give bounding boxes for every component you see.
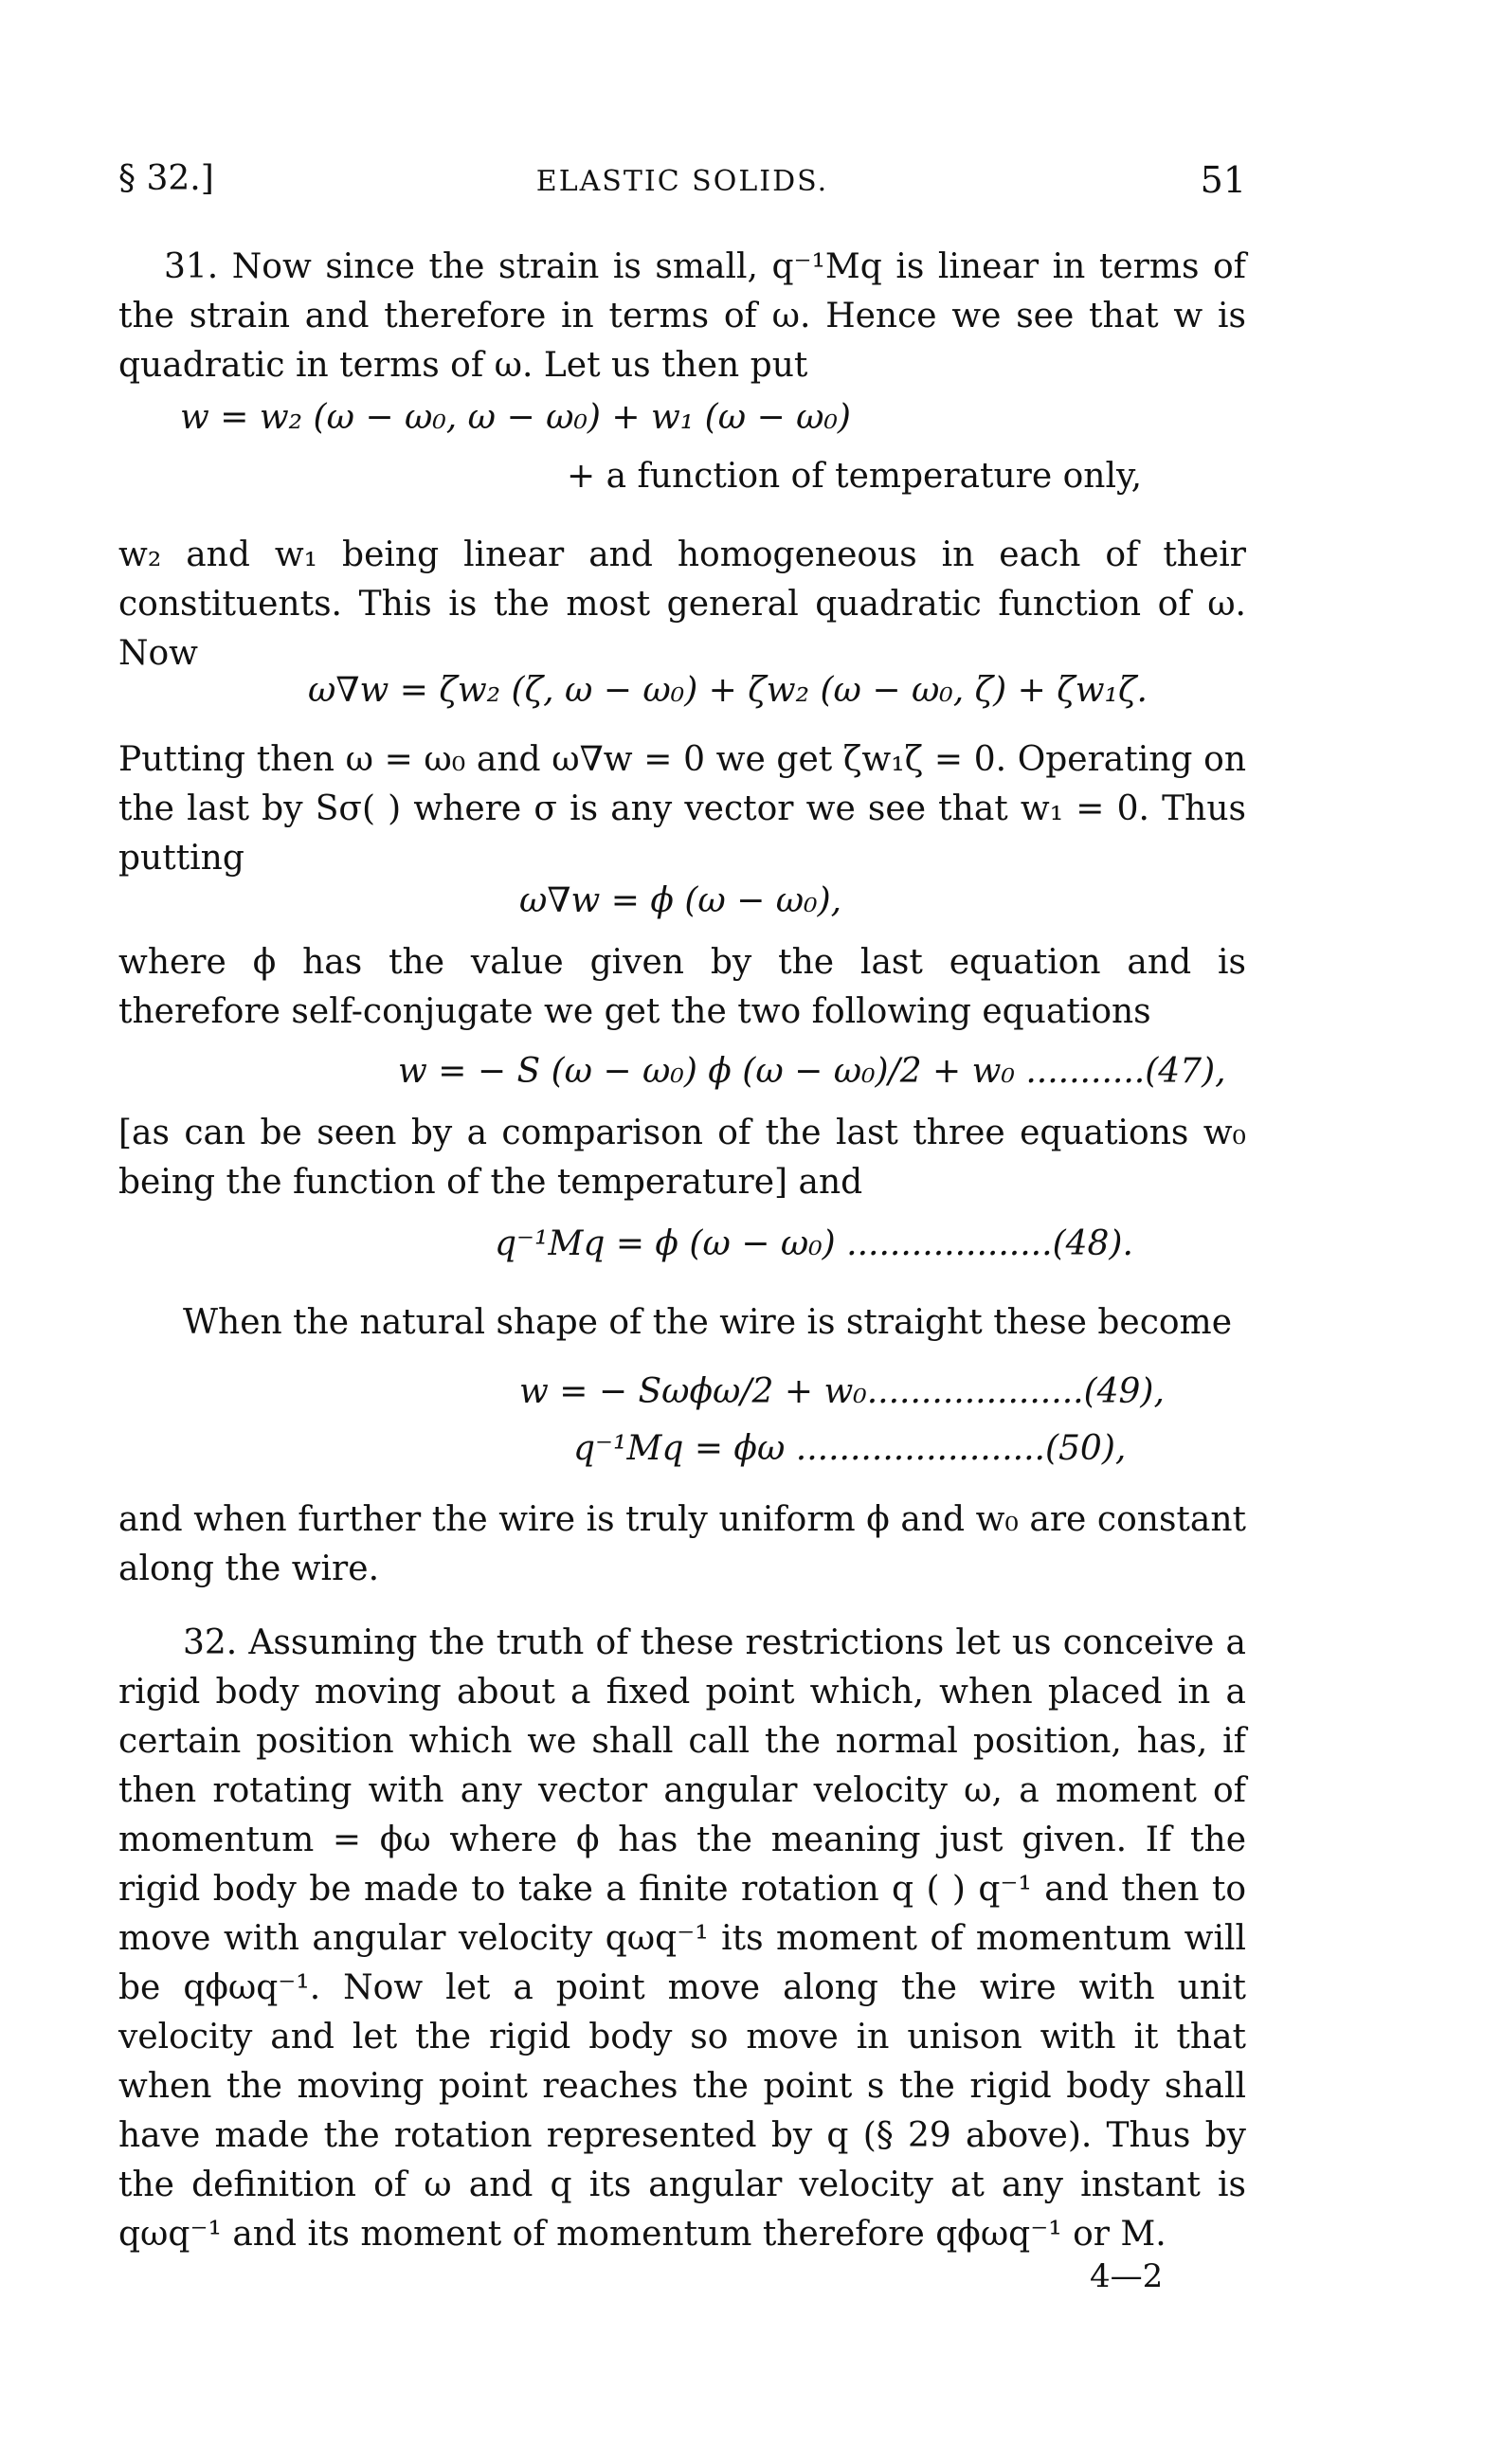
equation-w-line2: + a function of temperature only, [567,457,1143,496]
equation-w-line1: w = w₂ (ω − ω₀, ω − ω₀) + w₁ (ω − ω₀) [180,398,851,437]
paragraph-putting: Putting then ω = ω₀ and ω∇w = 0 we get ζw₁ζ = 0. Operating on the last by Sσ( ) where σ is any vector we see that w₁ = 0. Thus putting [118,740,1246,878]
equation-49: w = − Sωϕω/2 + w₀....................(49), [519,1372,1165,1411]
equation-gradient: ω∇w = ζw₂ (ζ, ω − ω₀) + ζw₂ (ω − ω₀, ζ) + ζw₁ζ. [308,671,1148,710]
paragraph-31: 31. Now since the strain is small, q⁻¹Mq is linear in terms of the strain and therefore in terms of ω. Hence we see that w is quadratic in terms of ω. Let us then put [118,247,1246,385]
page-number: 51 [1200,159,1246,201]
equation-50: q⁻¹Mq = ϕω .......................(50), [573,1429,1127,1468]
section-reference: § 32.] [118,159,214,198]
equation-47: w = − S (ω − ω₀) ϕ (ω − ω₀)/2 + w₀ ...........(47), [398,1052,1226,1091]
paragraph-where: where ϕ has the value given by the last equation and is therefore self-conjugate we get the two following equations [118,943,1246,1031]
signature-mark: 4—2 [1090,2257,1164,2295]
paragraph-natural-shape: When the natural shape of the wire is straight these become [183,1303,1232,1342]
paragraph-uniform: and when further the wire is truly uniform ϕ and w₀ are constant along the wire. [118,1500,1246,1588]
paragraph-comparison: [as can be seen by a comparison of the last three equations w₀ being the function of the temperature] and [118,1114,1246,1202]
running-head [118,159,1246,207]
equation-phi: ω∇w = ϕ (ω − ω₀), [519,881,842,920]
paragraph-32: 32. Assuming the truth of these restrictions let us conceive a rigid body moving about a fixed point which, when placed in a certain position which we shall call the normal position, has, if then rotating with any vector angular velocity ω, a moment of momentum = ϕω where ϕ has the meaning just given. If the rigid body be made to take a finite rotation q ( ) q⁻¹ and then to move with angular velocity qωq⁻¹ its moment of momentum will be qϕωq⁻¹. Now let a point move along the wire with unit velocity and let the rigid body so move in unison with it that when the moving point reaches the point s the rigid body shall have made the rotation represented by q (§ 29 above). Thus by the definition of ω and q its angular velocity at any instant is qωq⁻¹ and its moment of momentum therefore qϕωq⁻¹ or M. [118,1623,1246,2254]
paragraph-w2-w1: w₂ and w₁ being linear and homogeneous in each of their constituents. This is the most general quadratic function of ω. Now [118,535,1246,673]
equation-48: q⁻¹Mq = ϕ (ω − ω₀) ...................(48). [495,1224,1133,1263]
running-title: ELASTIC SOLIDS. [535,165,829,198]
